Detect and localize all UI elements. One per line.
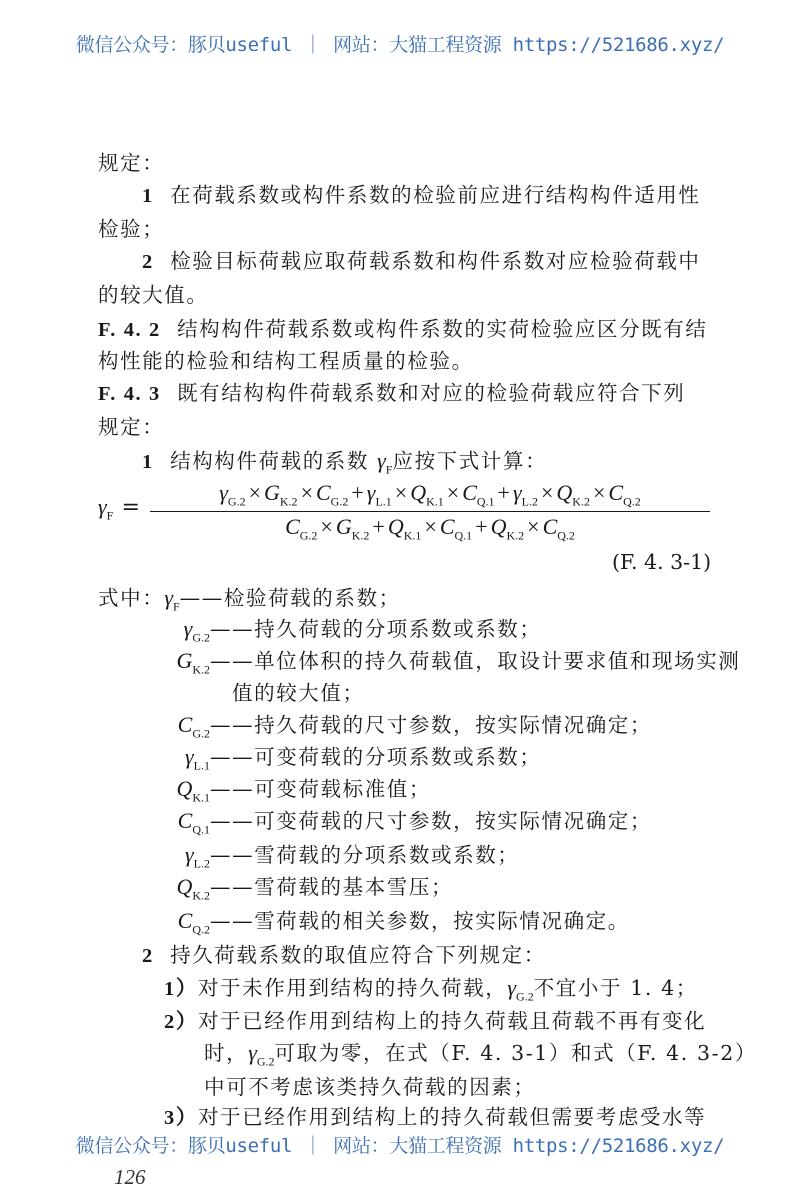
text-line: 的较大值。 [98, 283, 209, 307]
section-f43 [98, 376, 685, 406]
definition-text: ——持久荷载的分项系数或系数； [210, 617, 542, 641]
definition-item [140, 870, 453, 903]
math-operator: + [351, 480, 364, 505]
definition-text: ——雪荷载的相关参数，按实际情况确定。 [210, 909, 630, 933]
math-term: $\gamma_{L.1}$ [366, 480, 392, 509]
clause-1b [142, 444, 547, 477]
clause-2b: 2 持久荷载系数的取值应符合下列规定： [142, 943, 546, 967]
clause-text: 结构构件荷载的系数 [170, 449, 369, 473]
section-text: 结构构件荷载系数或构件系数的实荷检验应区分既有结 [177, 317, 708, 341]
formula-denominator [150, 512, 710, 543]
symbol: $C_{Q.2}$ [177, 908, 210, 937]
definition-text: ——雪荷载的分项系数或系数； [210, 843, 520, 867]
section-text: 既有结构构件荷载系数和对应的检验荷载应符合下列 [177, 381, 686, 405]
symbol: $C_{Q.1}$ [177, 808, 210, 837]
math-term: $Q_{K.2}$ [556, 480, 590, 509]
symbol: $G_{K.2}$ [176, 648, 210, 677]
definition-item [140, 644, 740, 677]
definition-item [140, 612, 542, 645]
math-term: $\gamma_{G.2}$ [219, 480, 246, 509]
symbol: $Q_{K.2}$ [176, 874, 210, 903]
math-term: $Q_{K.1}$ [387, 514, 422, 543]
math-operator: + [372, 514, 385, 540]
clause-number: 1 [142, 451, 154, 473]
math-term: $C_{G.2}$ [285, 514, 318, 543]
math-term: $C_{Q.2}$ [608, 480, 641, 509]
where-label: 式中： [98, 586, 165, 610]
definition-item [140, 838, 519, 871]
math-operator: × [592, 480, 606, 505]
watermark-header: 微信公众号：豚贝useful ｜ 网站：大猫工程资源 https://521686.xyz/ [75, 34, 725, 56]
clause-number: 2 [142, 251, 154, 273]
symbol: $\gamma_{G.2}$ [183, 616, 210, 645]
math-operator: × [446, 480, 460, 505]
definition-item [140, 708, 652, 741]
symbol: $\gamma_F$ [164, 585, 180, 614]
symbol: $C_{G.2}$ [177, 712, 210, 741]
clause-2 [142, 244, 701, 274]
definition-item [140, 904, 630, 937]
definition-text: ——持久荷载的尺寸参数，按实际情况确定； [210, 713, 652, 737]
math-operator: × [248, 480, 261, 505]
math-term: $G_{K.2}$ [264, 480, 298, 509]
definition-item [98, 581, 401, 614]
symbol: $\gamma_{L.1}$ [184, 744, 210, 773]
definition-item [140, 804, 652, 837]
definition-text: ——雪荷载的基本雪压； [210, 875, 454, 899]
math-term: $C_{G.2}$ [315, 480, 349, 509]
definition-text: ——可变荷载的分项系数或系数； [210, 745, 542, 769]
sub-item-1: 1）对于未作用到结构的持久荷载，$\gamma_{G.2}$不宜小于 1. 4； [164, 975, 698, 1004]
definition-text: ——单位体积的持久荷载值，取设计要求值和现场实测 [210, 649, 741, 673]
definition-text: ——可变荷载标准值； [210, 777, 431, 801]
sub-item-3: 3）对于已经作用到结构上的持久荷载但需要考虑受水等 [164, 1105, 707, 1129]
math-term: $\gamma_{L.2}$ [512, 480, 538, 509]
formula-lhs: $\gamma_F$ = [98, 494, 142, 523]
math-term: $C_{Q.1}$ [439, 514, 473, 543]
clause-1 [142, 178, 701, 208]
clause-number: 1 [142, 185, 154, 207]
formula-numerator [150, 480, 710, 512]
text-line: 规定： [98, 415, 165, 439]
math-term: $Q_{K.2}$ [490, 514, 525, 543]
math-operator: + [497, 480, 510, 505]
page-number: 126 [114, 1165, 146, 1189]
definition-continuation: 值的较大值； [232, 681, 365, 705]
section-number: F. 4. 3 [98, 383, 161, 405]
clause-text: 在荷载系数或构件系数的检验前应进行结构构件适用性 [170, 183, 701, 207]
math-term: $C_{Q.2}$ [542, 514, 575, 543]
watermark-footer: 微信公众号：豚贝useful ｜ 网站：大猫工程资源 https://521686.xyz/ [75, 1135, 725, 1157]
math-operator: × [540, 480, 554, 505]
definition-text: ——可变荷载的尺寸参数，按实际情况确定； [210, 809, 652, 833]
text-line: 构性能的检验和结构工程质量的检验。 [98, 349, 474, 373]
math-term: $Q_{K.1}$ [410, 480, 444, 509]
symbol: $\gamma_{L.2}$ [184, 842, 210, 871]
definition-text: ——检验荷载的系数； [179, 586, 401, 610]
math-term: $G_{K.2}$ [335, 514, 370, 543]
symbol: $Q_{K.1}$ [176, 776, 210, 805]
math-operator: × [394, 480, 408, 505]
equation-number: (F. 4. 3-1) [612, 550, 712, 574]
math-term: $C_{Q.1}$ [462, 480, 495, 509]
definition-item [140, 772, 431, 805]
math-operator: × [424, 514, 437, 540]
math-operator: × [527, 514, 540, 540]
math-operator: × [300, 480, 313, 505]
math-operator: + [475, 514, 488, 540]
sub-item-2: 2）对于已经作用到结构上的持久荷载且荷载不再有变化 [164, 1009, 707, 1033]
text-line: 时，$\gamma_{G.2}$可取为零，在式（F. 4. 3-1）和式（F. 4. 3-2） [204, 1040, 757, 1069]
math-symbol: $\gamma_F$ [377, 448, 393, 477]
text-line: 规定： [98, 151, 165, 175]
section-f42 [98, 312, 707, 342]
text-line: 检验； [98, 217, 165, 241]
math-operator: × [320, 514, 333, 540]
definition-item [140, 740, 542, 773]
clause-text: 应按下式计算： [392, 449, 548, 473]
formula-fraction [150, 480, 710, 544]
clause-text: 检验目标荷载应取荷载系数和构件系数对应检验荷载中 [170, 249, 701, 273]
section-number: F. 4. 2 [98, 319, 161, 341]
text-line: 中可不考虑该类持久荷载的因素； [204, 1075, 536, 1099]
